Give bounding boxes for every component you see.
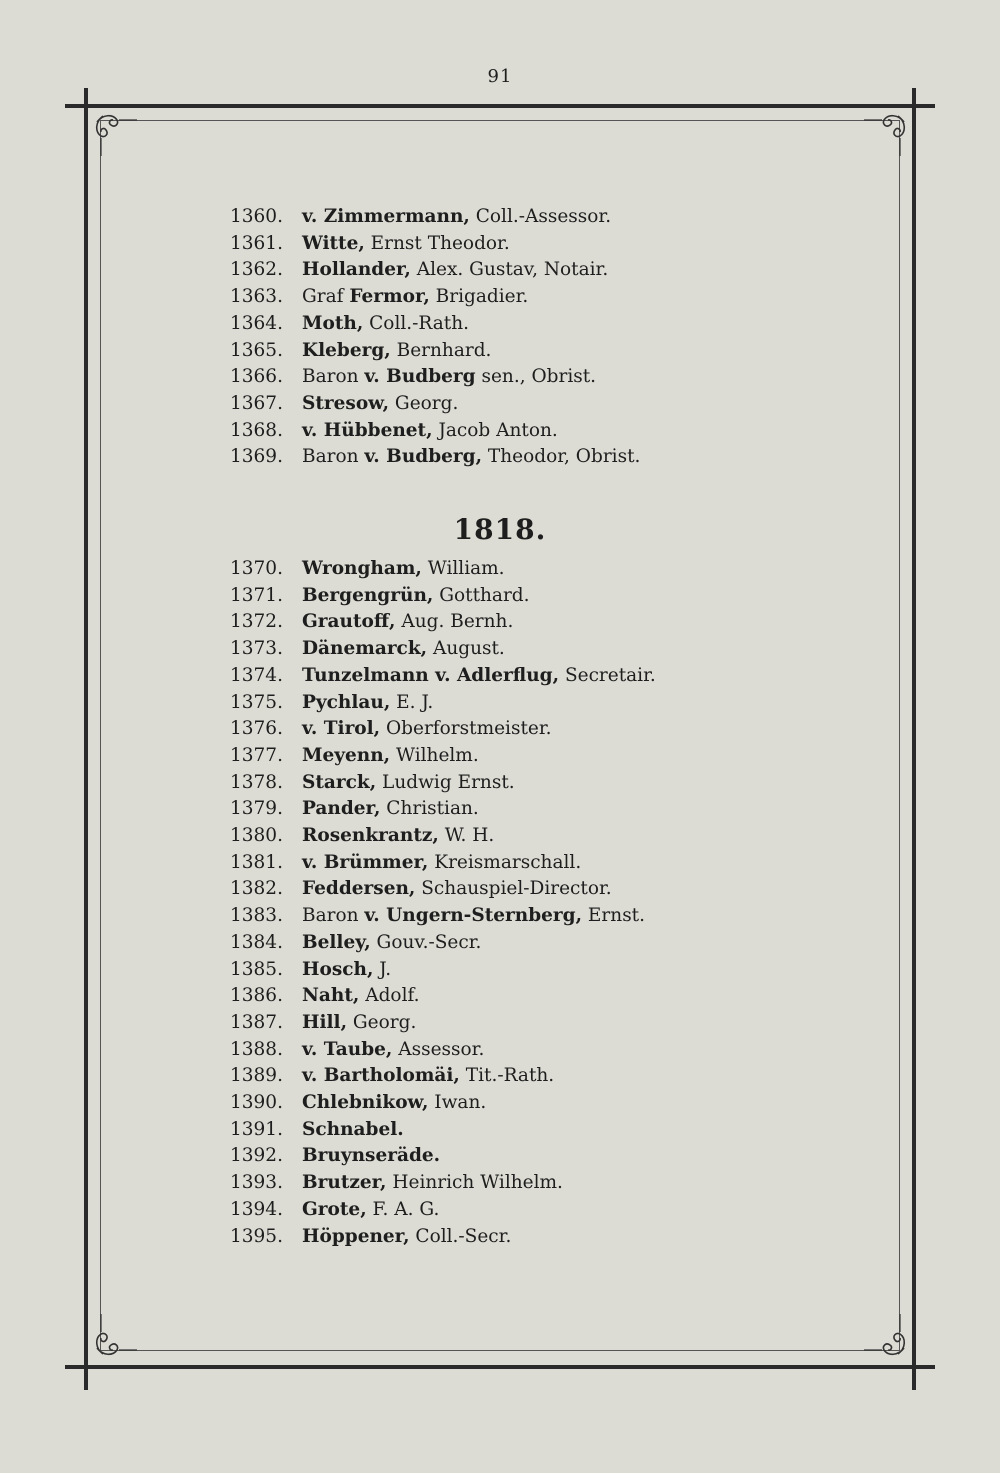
- corner-flourish-icon-top-left: [93, 112, 139, 158]
- entry-name: v. Tirol,: [302, 718, 381, 740]
- entry-text: [302, 690, 433, 716]
- entry-name: Rosenkrantz,: [302, 825, 439, 846]
- entry-number: 1371.: [230, 584, 283, 606]
- list-item: [0, 1090, 1000, 1116]
- entry-number: 1363.: [230, 286, 283, 308]
- frame-bottom-thick: [65, 1365, 935, 1369]
- entry-detail: Ernst Theodor.: [364, 232, 510, 254]
- list-item: [0, 930, 1000, 956]
- list-item: [0, 231, 1000, 257]
- entry-name: Pychlau,: [302, 691, 391, 713]
- list-item: [0, 903, 1000, 929]
- list-item: [0, 770, 1000, 796]
- entry-text: [302, 1170, 563, 1196]
- entry-detail: Gouv.-Secr.: [370, 931, 482, 953]
- entry-name: Hosch,: [302, 958, 374, 980]
- entry-detail: Iwan.: [428, 1092, 487, 1113]
- list-item: [0, 636, 1000, 662]
- entry-name: Brutzer,: [302, 1172, 387, 1194]
- entry-text: [302, 850, 581, 876]
- list-item: [0, 716, 1000, 742]
- entry-number: 1362.: [230, 259, 283, 281]
- list-item: [0, 1224, 1000, 1250]
- entry-name: Hill,: [302, 1011, 348, 1033]
- entry-detail: Georg.: [389, 392, 459, 414]
- entry-name: v. Bartholomäi,: [302, 1065, 460, 1087]
- entry-detail: Kreismarschall.: [428, 851, 582, 873]
- list-item: [0, 1197, 1000, 1223]
- entry-text: [302, 391, 458, 417]
- corner-flourish-icon-top-right: [862, 112, 908, 158]
- list-item: [0, 418, 1000, 444]
- entry-text: [302, 1090, 486, 1116]
- entry-number: 1378.: [230, 771, 283, 793]
- list-item: [0, 1037, 1000, 1063]
- entry-detail: Alex. Gustav, Notair.: [410, 259, 609, 281]
- entry-prefix: Graf: [302, 286, 350, 308]
- list-item: [0, 204, 1000, 230]
- frame-top-thick: [65, 104, 935, 108]
- entry-name: Kleberg,: [302, 339, 391, 361]
- entry-name: v. Ungern-Sternberg,: [364, 905, 583, 927]
- entry-number: 1368.: [230, 419, 283, 441]
- entry-name: Bruynseräde.: [302, 1145, 441, 1167]
- list-item: [0, 556, 1000, 582]
- entry-name: Meyenn,: [302, 744, 391, 766]
- entry-number: 1395.: [230, 1225, 283, 1247]
- list-item: [0, 609, 1000, 635]
- entry-detail: Secretair.: [559, 664, 656, 686]
- entry-prefix: Baron: [302, 446, 365, 468]
- list-item: [0, 1170, 1000, 1196]
- entry-detail: August.: [427, 638, 505, 660]
- entry-text: [302, 770, 515, 796]
- entry-detail: Wilhelm.: [390, 744, 479, 766]
- entry-name: Moth,: [302, 312, 364, 334]
- list-item: [0, 364, 1000, 390]
- entry-name: v. Taube,: [302, 1038, 393, 1060]
- entry-detail: W. H.: [438, 825, 495, 846]
- entry-name: v. Hübbenet,: [302, 419, 433, 441]
- entry-number: 1383.: [230, 905, 283, 927]
- corner-flourish-icon-bottom-right: [862, 1312, 908, 1358]
- entry-text: [302, 444, 640, 470]
- entry-number: 1367.: [230, 392, 283, 414]
- entry-number: 1372.: [230, 611, 283, 633]
- entry-text: [302, 311, 469, 337]
- entry-number: 1375.: [230, 691, 283, 713]
- entry-prefix: Baron: [302, 905, 365, 927]
- entry-number: 1391.: [230, 1118, 283, 1140]
- entry-number: 1385.: [230, 958, 283, 980]
- entry-number: 1374.: [230, 664, 283, 686]
- entry-text: [302, 1063, 554, 1089]
- list-item: [0, 338, 1000, 364]
- entry-text: [302, 957, 391, 983]
- entry-name: Fermor,: [349, 286, 430, 308]
- entry-text: [302, 556, 505, 582]
- entry-text: [302, 338, 491, 364]
- entry-name: Witte,: [302, 232, 365, 254]
- entry-name: Wrongham,: [302, 558, 422, 579]
- list-item: [0, 311, 1000, 337]
- entry-number: 1364.: [230, 312, 283, 334]
- entry-name: Naht,: [302, 985, 360, 1007]
- list-item: [0, 823, 1000, 849]
- entry-name: Belley,: [302, 931, 371, 953]
- list-item: [0, 663, 1000, 689]
- entry-name: v. Budberg: [364, 366, 476, 388]
- entry-detail: William.: [421, 558, 505, 579]
- entry-detail: Coll.-Assessor.: [469, 206, 612, 227]
- entry-text: [302, 257, 608, 283]
- entry-detail: Ernst.: [582, 905, 645, 927]
- entry-number: 1381.: [230, 851, 283, 873]
- entry-detail: Oberforstmeister.: [380, 718, 552, 740]
- frame-top-thin: [100, 120, 900, 121]
- entry-name: Bergengrün,: [302, 584, 434, 606]
- entry-text: [302, 1010, 416, 1036]
- list-item: [0, 257, 1000, 283]
- entry-text: [302, 743, 479, 769]
- entry-detail: Ludwig Ernst.: [376, 771, 515, 793]
- entry-number: 1366.: [230, 366, 283, 388]
- entry-text: [302, 903, 645, 929]
- list-item: [0, 583, 1000, 609]
- list-item: [0, 850, 1000, 876]
- list-item: [0, 444, 1000, 470]
- entry-name: Höppener,: [302, 1225, 410, 1247]
- entry-number: 1361.: [230, 232, 283, 254]
- entry-name: Grote,: [302, 1198, 367, 1220]
- entry-name: Pander,: [302, 798, 381, 820]
- entry-name: v. Brümmer,: [302, 851, 429, 873]
- entry-detail: Gotthard.: [433, 584, 530, 606]
- list-item: [0, 391, 1000, 417]
- entry-detail: Jacob Anton.: [432, 419, 558, 441]
- entry-text: [302, 1224, 511, 1250]
- corner-flourish-icon-bottom-left: [93, 1312, 139, 1358]
- entry-detail: Georg.: [347, 1011, 417, 1033]
- entry-number: 1360.: [230, 206, 283, 227]
- entry-detail: Adolf.: [359, 985, 420, 1007]
- entry-detail: Theodor, Obrist.: [482, 446, 641, 468]
- entry-text: [302, 1037, 484, 1063]
- entry-number: 1382.: [230, 878, 283, 900]
- entry-number: 1388.: [230, 1038, 283, 1060]
- entry-detail: Christian.: [380, 798, 479, 820]
- entry-text: [302, 796, 479, 822]
- entry-text: [302, 663, 656, 689]
- entry-name: Stresow,: [302, 392, 390, 414]
- entry-number: 1393.: [230, 1172, 283, 1194]
- entry-text: [302, 876, 612, 902]
- list-item: [0, 1117, 1000, 1143]
- entry-name: v. Budberg,: [364, 446, 483, 468]
- entry-number: 1370.: [230, 558, 283, 579]
- entry-detail: Coll.-Rath.: [363, 312, 470, 334]
- entry-text: [302, 609, 513, 635]
- entry-number: 1389.: [230, 1065, 283, 1087]
- list-item: [0, 690, 1000, 716]
- list-item: [0, 743, 1000, 769]
- entry-text: [302, 983, 420, 1009]
- year-heading: 1818.: [453, 513, 547, 546]
- entry-detail: E. J.: [390, 691, 434, 713]
- entry-name: v. Zimmermann,: [302, 206, 470, 227]
- entry-detail: Coll.-Secr.: [409, 1225, 512, 1247]
- entry-text: [302, 364, 596, 390]
- entry-name: Dänemarck,: [302, 638, 428, 660]
- entry-text: [302, 1197, 439, 1223]
- list-item: [0, 1010, 1000, 1036]
- entry-text: [302, 204, 611, 230]
- entry-detail: sen., Obrist.: [475, 366, 597, 388]
- page-number: 91: [487, 66, 513, 87]
- entry-number: 1369.: [230, 446, 283, 468]
- entry-text: [302, 1143, 440, 1169]
- entry-number: 1379.: [230, 798, 283, 820]
- entry-number: 1387.: [230, 1011, 283, 1033]
- entry-name: Chlebnikow,: [302, 1092, 429, 1113]
- entry-detail: Bernhard.: [390, 339, 492, 361]
- list-item: [0, 796, 1000, 822]
- entry-text: [302, 284, 528, 310]
- entry-text: [302, 930, 481, 956]
- list-item: [0, 1143, 1000, 1169]
- entry-number: 1373.: [230, 638, 283, 660]
- entry-number: 1376.: [230, 718, 283, 740]
- entry-number: 1392.: [230, 1145, 283, 1167]
- list-item: [0, 957, 1000, 983]
- entry-detail: Tit.-Rath.: [459, 1065, 555, 1087]
- list-item: [0, 1063, 1000, 1089]
- frame-bottom-thin: [100, 1350, 900, 1351]
- entry-number: 1365.: [230, 339, 283, 361]
- entry-detail: Schauspiel-Director.: [415, 878, 612, 900]
- entry-detail: Heinrich Wilhelm.: [386, 1172, 563, 1194]
- entry-text: [302, 418, 558, 444]
- entry-name: Tunzelmann v. Adlerflug,: [302, 664, 560, 686]
- entry-text: [302, 231, 510, 257]
- list-item: [0, 876, 1000, 902]
- entry-number: 1380.: [230, 825, 283, 846]
- entry-text: [302, 583, 530, 609]
- entry-detail: Assessor.: [392, 1038, 485, 1060]
- entry-number: 1394.: [230, 1198, 283, 1220]
- entry-detail: Brigadier.: [429, 286, 529, 308]
- entry-number: 1377.: [230, 744, 283, 766]
- entry-detail: Aug. Bernh.: [395, 611, 514, 633]
- entry-text: [302, 1117, 404, 1143]
- entry-number: 1384.: [230, 931, 283, 953]
- entry-text: [302, 823, 494, 849]
- list-item: [0, 983, 1000, 1009]
- entry-detail: F. A. G.: [366, 1198, 440, 1220]
- entry-name: Grautoff,: [302, 611, 396, 633]
- entry-name: Starck,: [302, 771, 377, 793]
- entry-number: 1386.: [230, 985, 283, 1007]
- entry-name: Feddersen,: [302, 878, 416, 900]
- list-item: [0, 284, 1000, 310]
- entry-number: 1390.: [230, 1092, 283, 1113]
- entry-text: [302, 716, 552, 742]
- entry-text: [302, 636, 505, 662]
- entry-prefix: Baron: [302, 366, 365, 388]
- entry-detail: J.: [373, 958, 392, 980]
- entry-name: Hollander,: [302, 259, 411, 281]
- entry-name: Schnabel.: [302, 1118, 404, 1140]
